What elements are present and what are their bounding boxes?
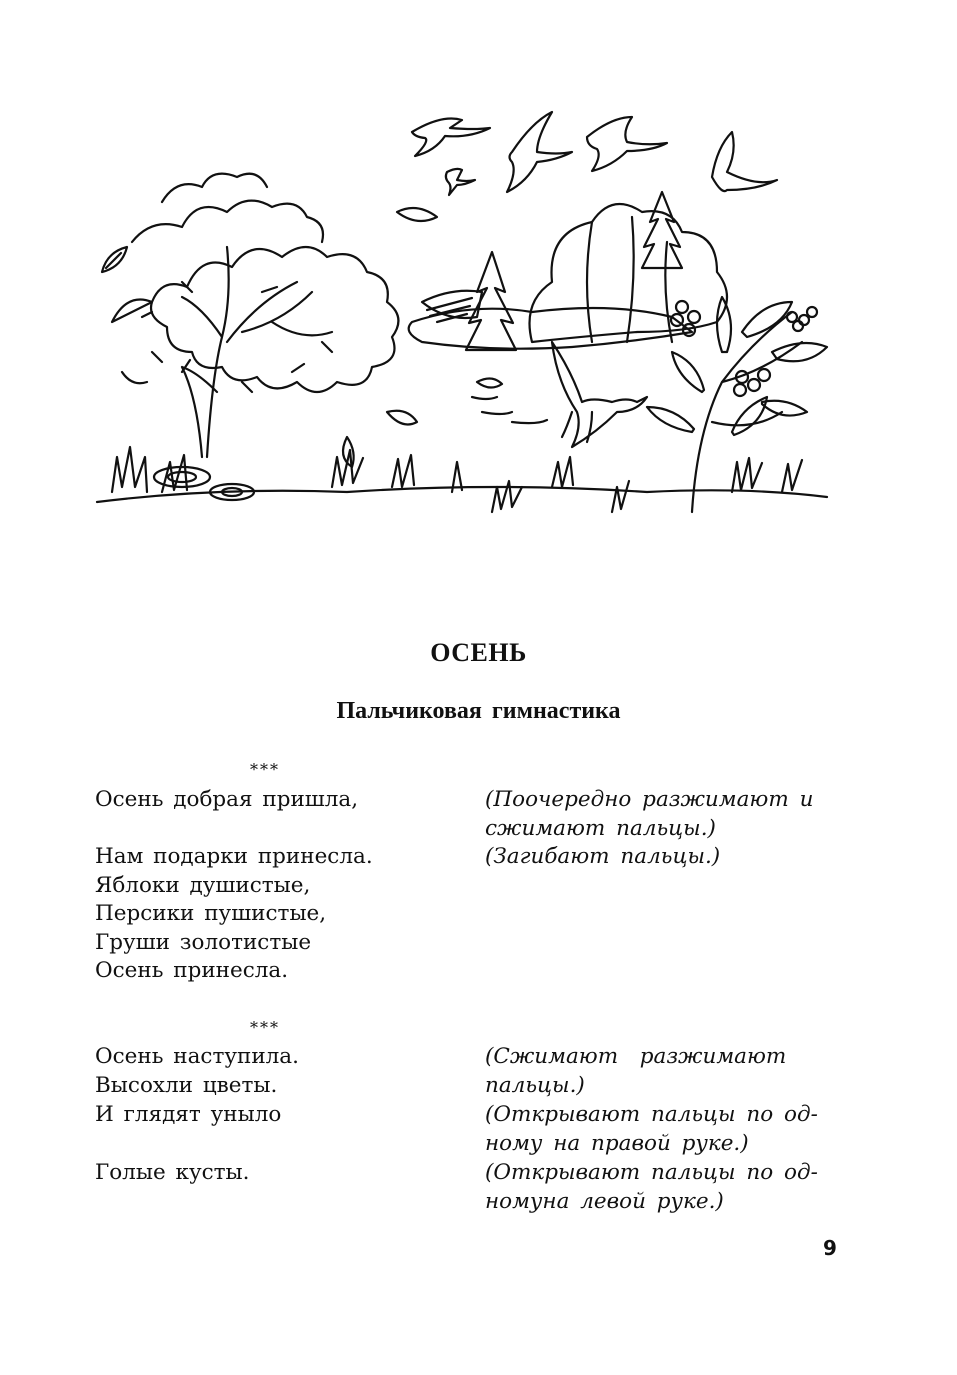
poem-line: Голые кусты. xyxy=(95,1160,250,1185)
poem-line: Осень наступила. xyxy=(95,1044,299,1069)
stanza-separator: *** xyxy=(250,1018,280,1037)
section-subtitle: Пальчиковая гимнастика xyxy=(336,698,621,724)
poem-line: Осень принесла. xyxy=(95,958,289,983)
action-note: (Сжимают разжимают xyxy=(485,1044,787,1069)
poem-line: И глядят уныло xyxy=(95,1102,282,1127)
flying-geese-icon xyxy=(412,112,777,195)
action-note: (Открывают пальцы по од- xyxy=(485,1102,818,1127)
duck-icon xyxy=(552,342,647,447)
action-note: (Поочередно разжимают и xyxy=(485,787,814,812)
poem-line: Высохли цветы. xyxy=(95,1073,278,1098)
lake-icon xyxy=(409,291,692,423)
poem-line: Груши золотистые xyxy=(95,930,312,955)
poem-line: Яблоки душистые, xyxy=(95,873,311,898)
action-note: номуна левой руке.) xyxy=(485,1189,724,1214)
poem-line: Персики пушистые, xyxy=(95,901,327,926)
autumn-landscape-illustration xyxy=(92,92,832,527)
poem-line: Нам подарки принесла. xyxy=(95,844,373,869)
action-note: пальцы.) xyxy=(485,1073,585,1098)
page-number: 9 xyxy=(823,1236,837,1260)
action-note: сжимают пальцы.) xyxy=(485,816,716,841)
action-note: (Загибают пальцы.) xyxy=(485,844,721,869)
deciduous-tree-icon xyxy=(112,174,398,457)
action-note: ному на правой руке.) xyxy=(485,1131,749,1156)
page-title: ОСЕНЬ xyxy=(430,638,527,667)
action-note: (Открывают пальцы по од- xyxy=(485,1160,818,1185)
rowan-branch-icon xyxy=(647,297,827,512)
stanza-separator: *** xyxy=(250,760,280,779)
poem-line: Осень добрая пришла, xyxy=(95,787,359,812)
pine-tree-icon xyxy=(466,192,682,350)
